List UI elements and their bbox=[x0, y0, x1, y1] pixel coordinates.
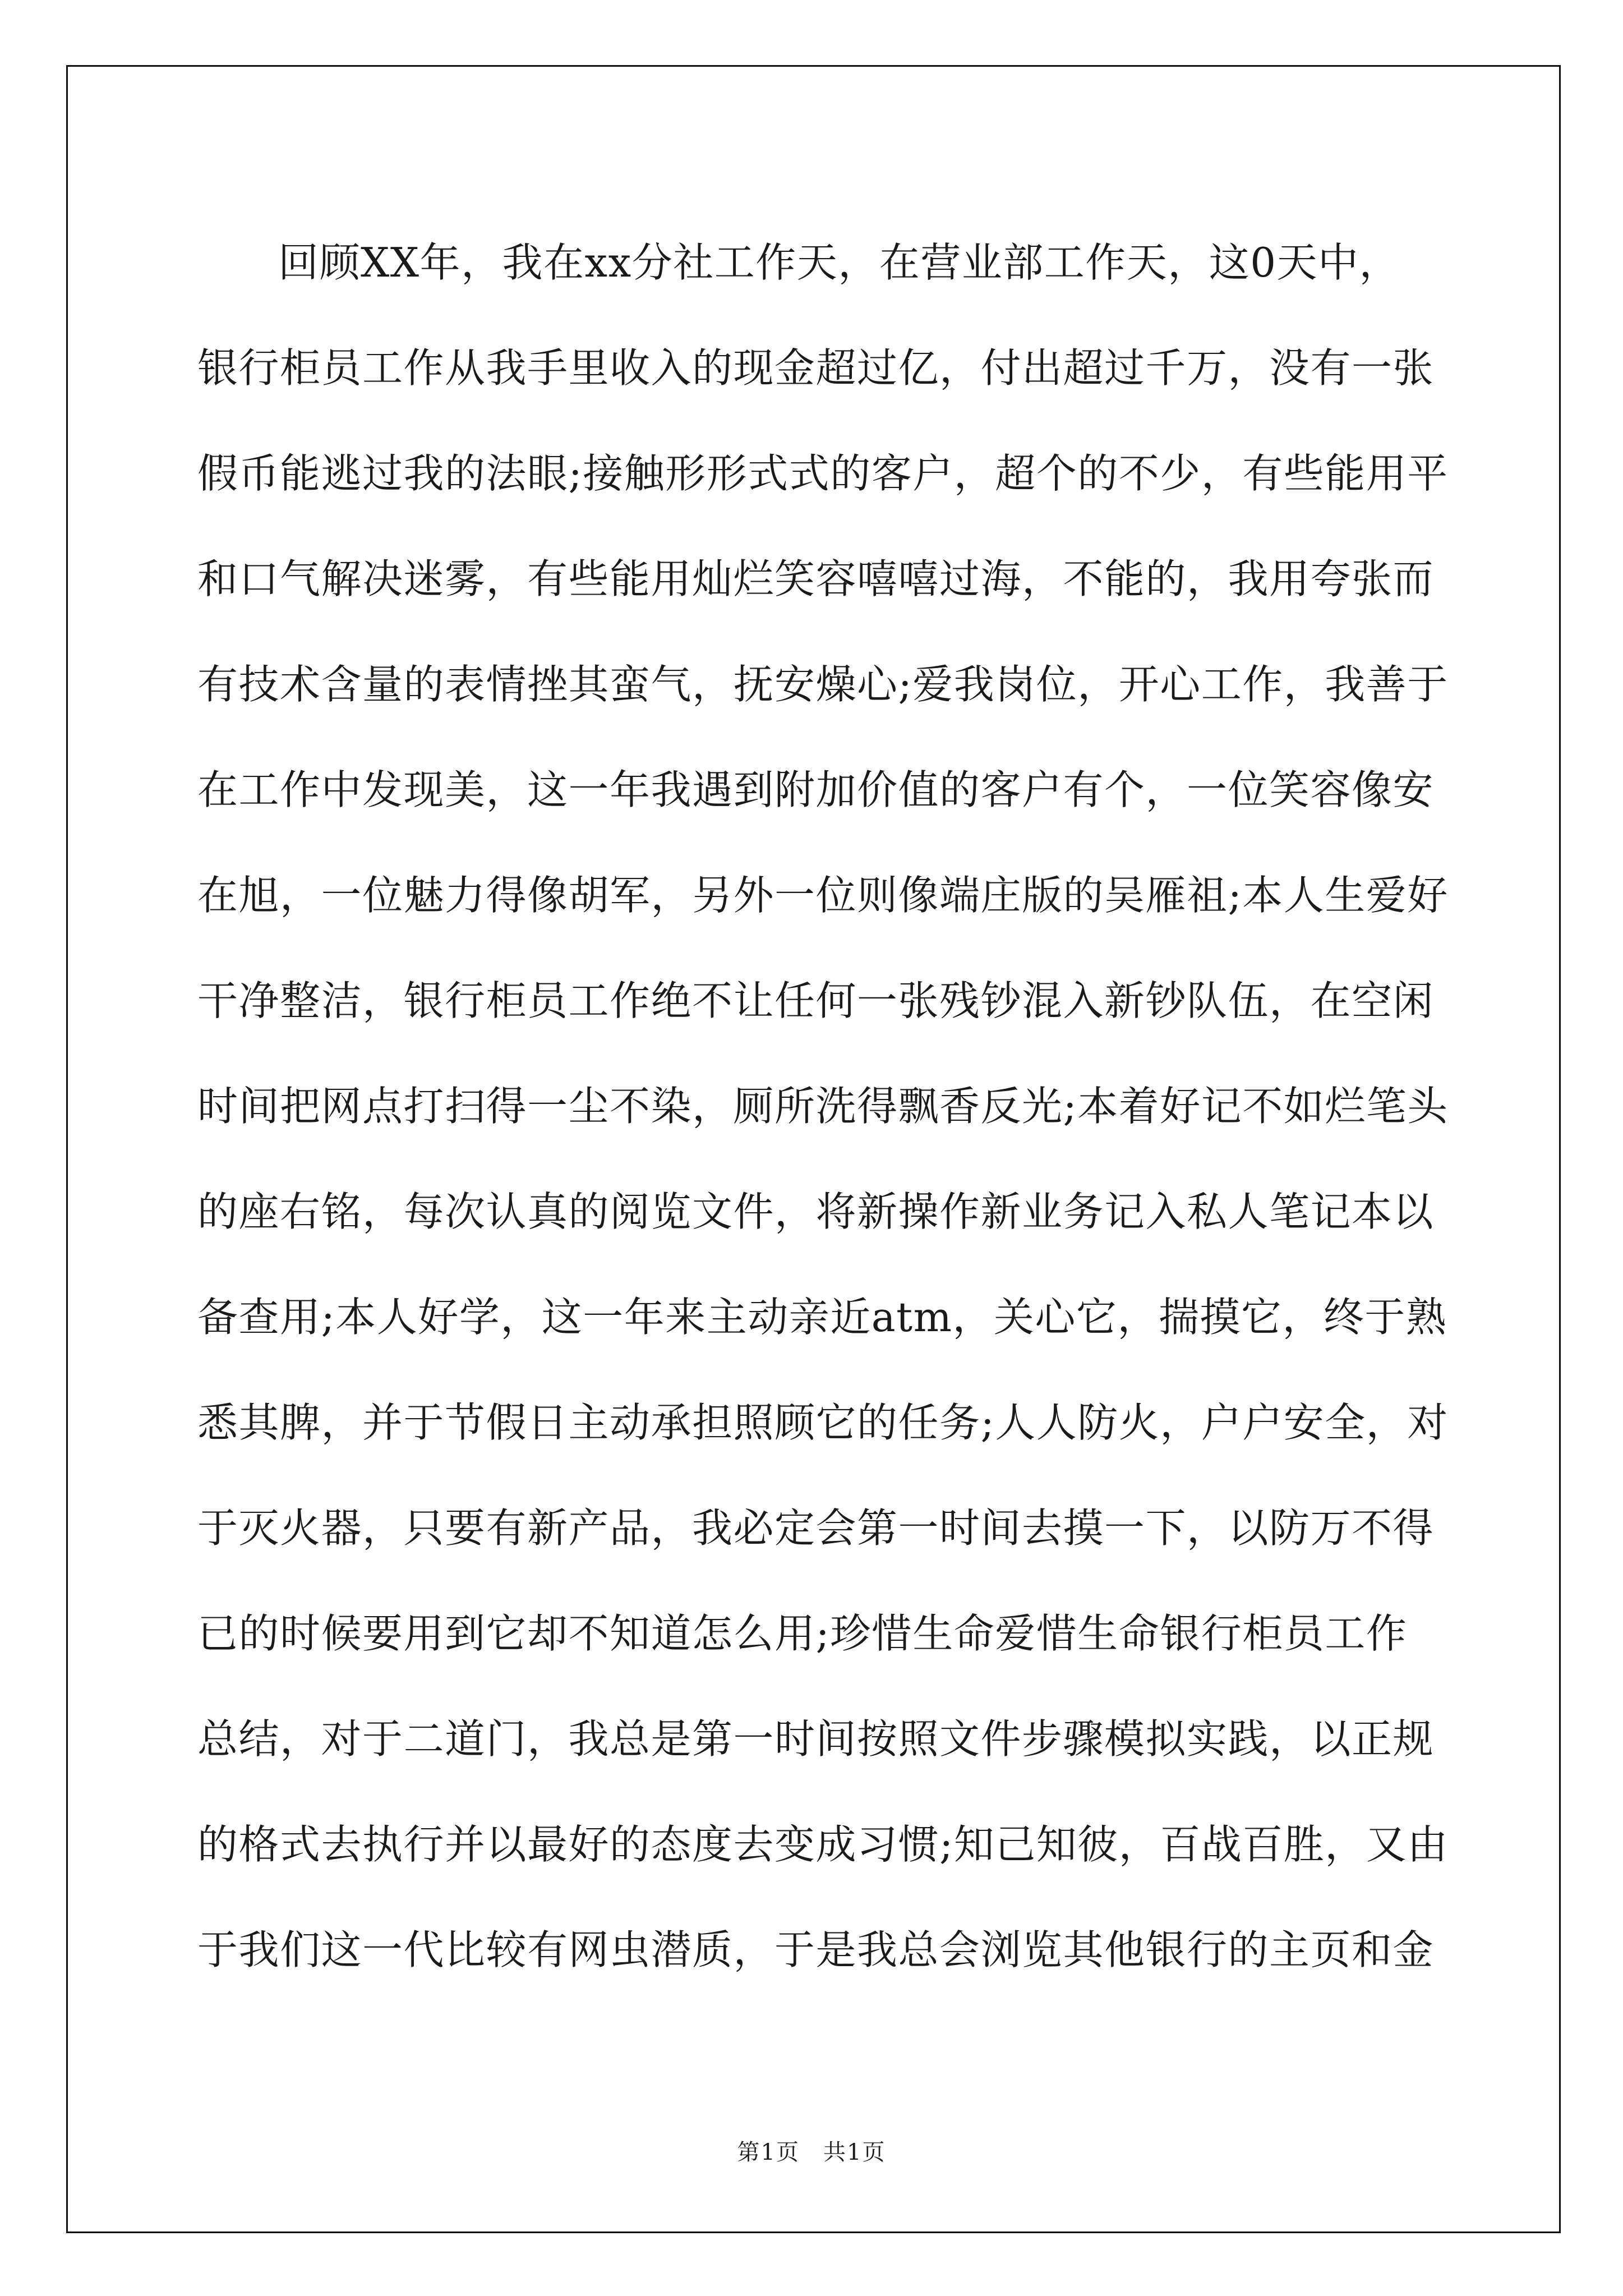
paragraph-line: 在工作中发现美，这一年我遇到附加价值的客户有个，一位笑容像安 bbox=[197, 766, 1435, 813]
paragraph-line: 银行柜员工作从我手里收入的现金超过亿，付出超过千万，没有一张 bbox=[197, 344, 1435, 392]
paragraph-line: 假币能逃过我的法眼;接触形形式式的客户，超个的不少，有些能用平 bbox=[197, 450, 1449, 497]
paragraph-line: 时间把网点打扫得一尘不染，厕所洗得飘香反光;本着好记不如烂笔头 bbox=[197, 1083, 1449, 1130]
paragraph-line: 于灭火器，只要有新产品，我必定会第一时间去摸一下，以防万不得 bbox=[197, 1504, 1435, 1552]
document-body bbox=[197, 210, 1449, 2003]
paragraph-line: 的座右铭，每次认真的阅览文件，将新操作新业务记入私人笔记本以 bbox=[197, 1188, 1435, 1235]
paragraph-line: 在旭，一位魅力得像胡军，另外一位则像端庄版的吴雁祖;本人生爱好 bbox=[197, 872, 1449, 919]
paragraph-line: 备查用;本人好学，这一年来主动亲近atm，关心它，揣摸它，终于熟 bbox=[197, 1294, 1447, 1341]
paragraph-line: 于我们这一代比较有网虫潜质，于是我总会浏览其他银行的主页和金 bbox=[197, 1926, 1435, 1973]
paragraph-line: 回顾XX年，我在xx分社工作天，在营业部工作天，这0天中， bbox=[278, 239, 1401, 286]
paragraph-line: 和口气解决迷雾，有些能用灿烂笑容嘻嘻过海，不能的，我用夸张而 bbox=[197, 555, 1435, 602]
paragraph-line: 有技术含量的表情挫其蛮气，抚安燥心;爱我岗位，开心工作，我善于 bbox=[197, 661, 1449, 708]
paragraph-line: 总结，对于二道门，我总是第一时间按照文件步骤模拟实践，以正规 bbox=[197, 1715, 1435, 1763]
paragraph-line: 的格式去执行并以最好的态度去变成习惯;知己知彼，百战百胜，又由 bbox=[197, 1821, 1449, 1868]
paragraph-line: 已的时候要用到它却不知道怎么用;珍惜生命爱惜生命银行柜员工作 bbox=[197, 1610, 1408, 1657]
page-footer bbox=[0, 2136, 1623, 2169]
page-number: 第1页 共1页 bbox=[737, 2139, 886, 2165]
paragraph-line: 悉其脾，并于节假日主动承担照顾它的任务;人人防火，户户安全，对 bbox=[197, 1399, 1449, 1446]
paragraph-line: 干净整洁，银行柜员工作绝不让任何一张残钞混入新钞队伍，在空闲 bbox=[197, 977, 1435, 1024]
